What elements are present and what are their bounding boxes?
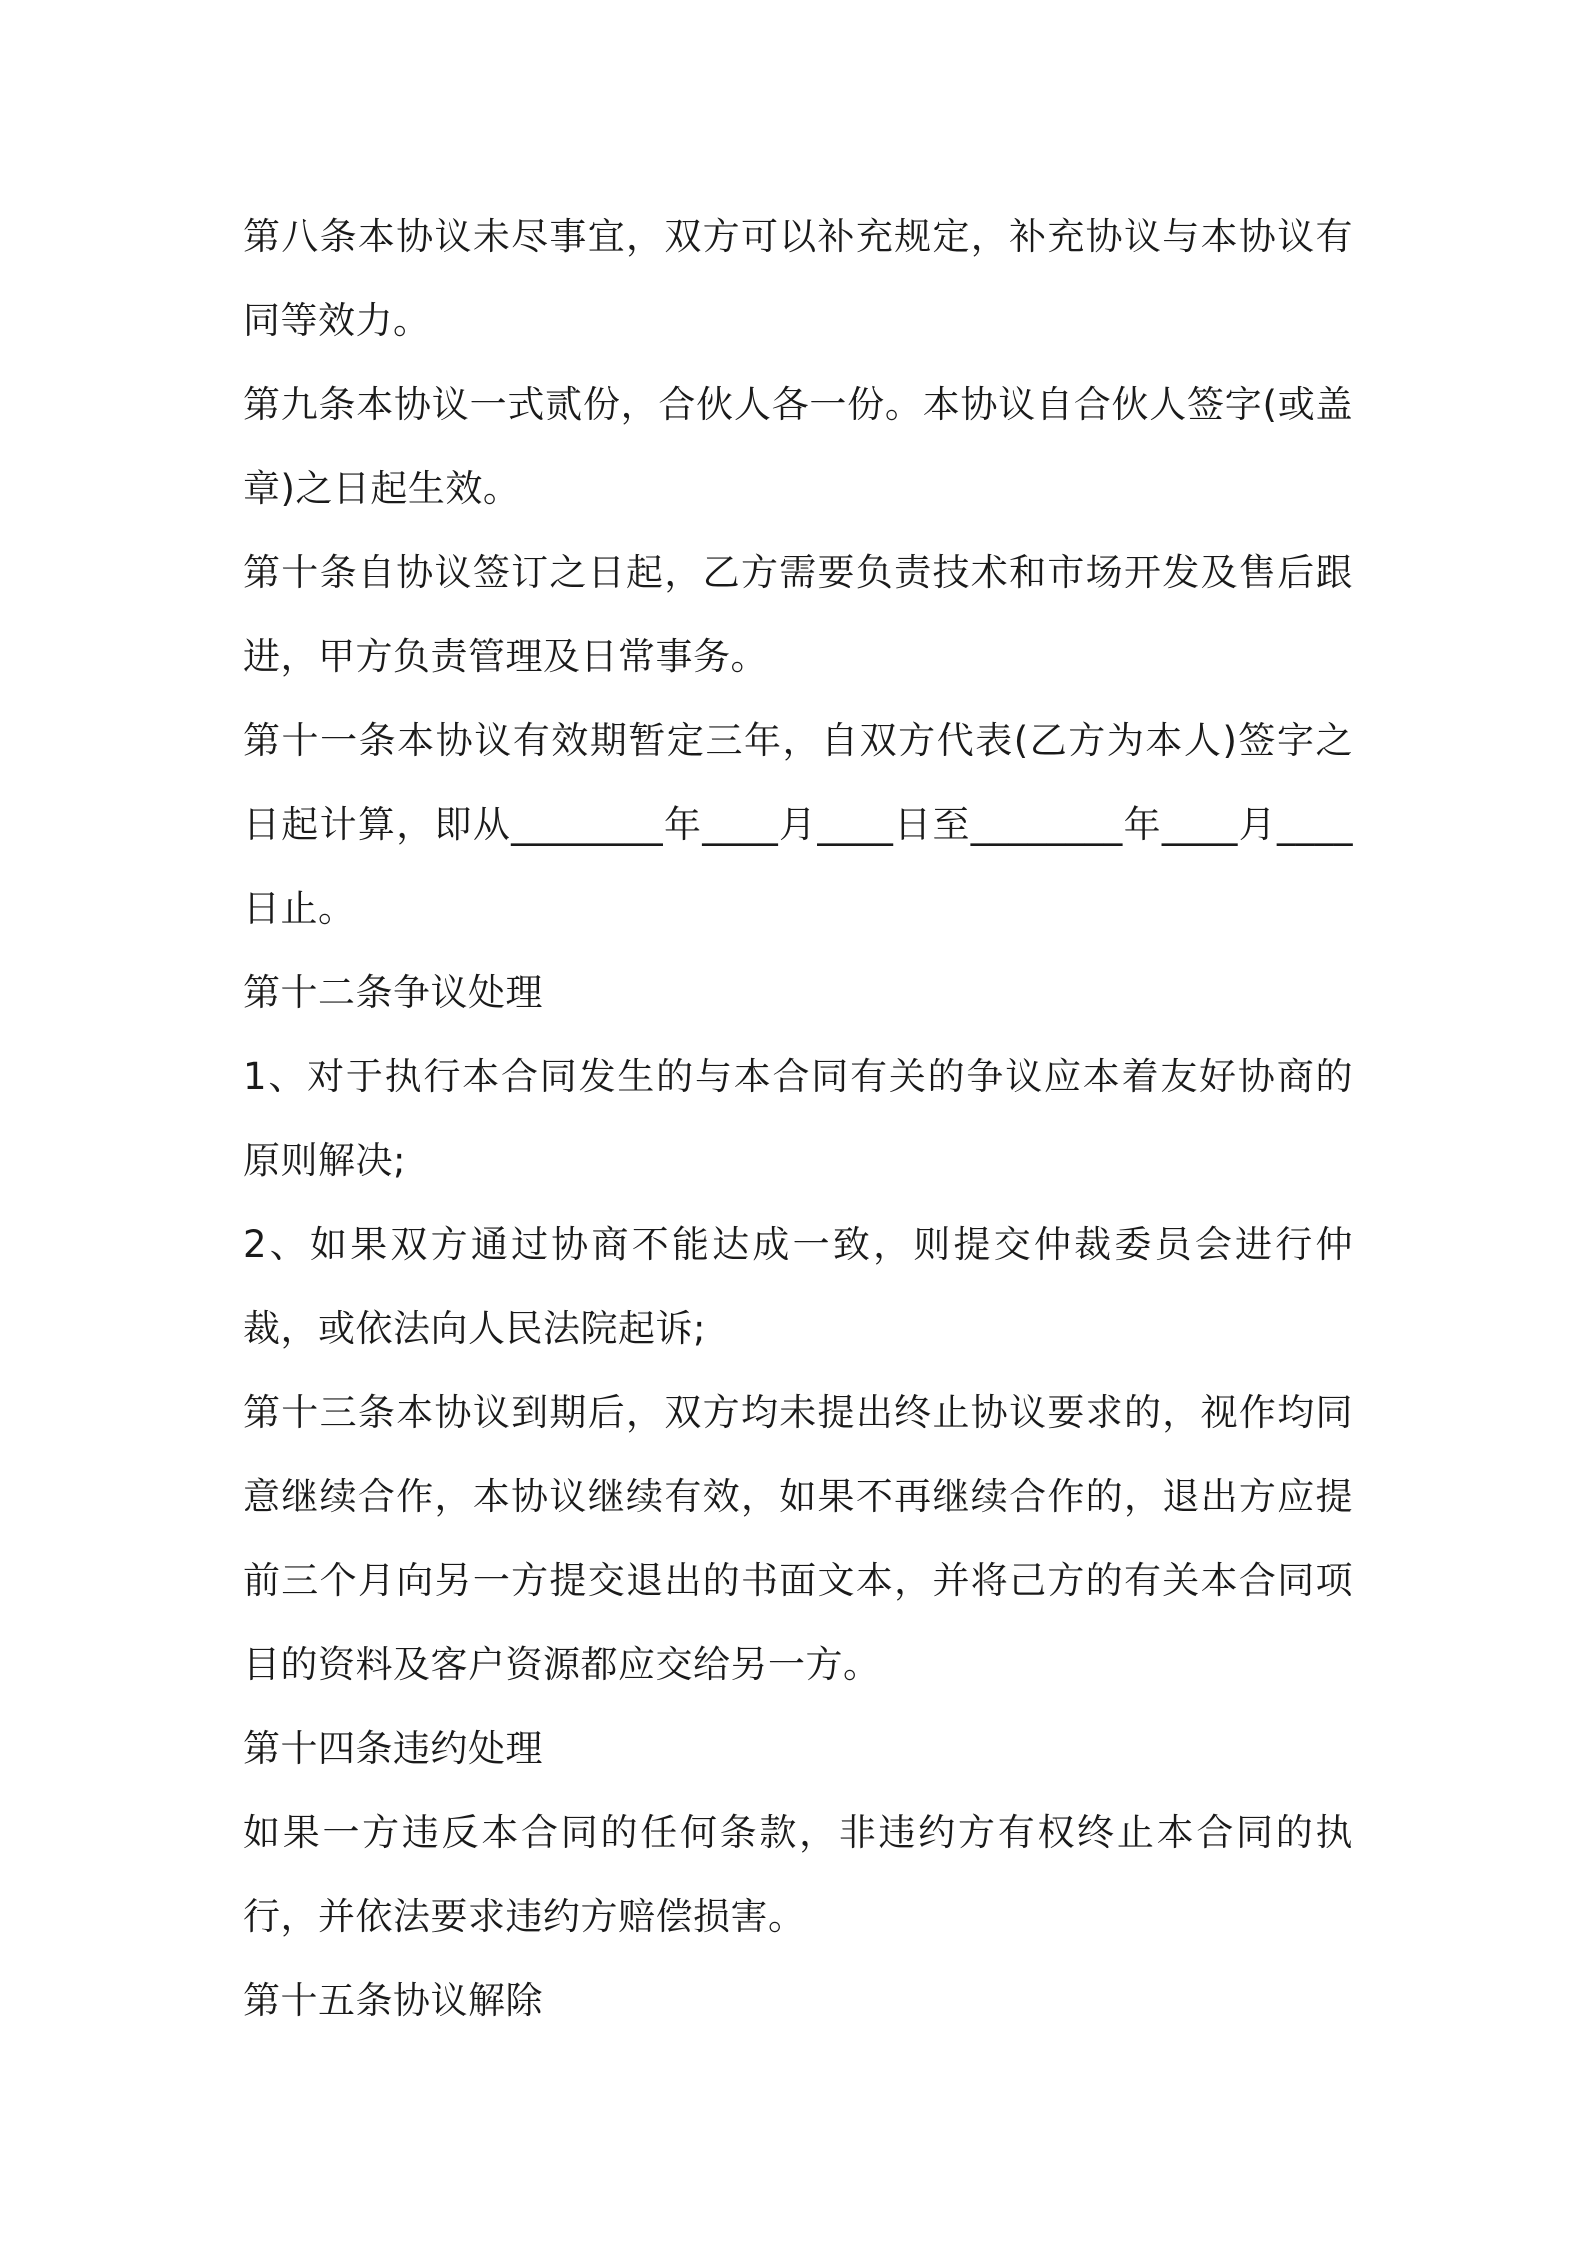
- article-9: 第九条本协议一式贰份，合伙人各一份。本协议自合伙人签字(或盖章)之日起生效。: [243, 383, 1353, 510]
- article-11: 第十一条本协议有效期暂定三年，自双方代表(乙方为本人)签字之日起计算，即从________年____月____日至________年____月____日止。: [243, 719, 1353, 930]
- document-body: [243, 195, 1353, 2043]
- article-15-heading: 第十五条协议解除: [243, 1979, 543, 2022]
- article-13: 第十三条本协议到期后，双方均未提出终止协议要求的，视作均同意继续合作，本协议继续有效，如果不再继续合作的，退出方应提前三个月向另一方提交退出的书面文本，并将己方的有关本合同项目的资料及客户资源都应交给另一方。: [243, 1391, 1353, 1686]
- article-12-item-2: 2、如果双方通过协商不能达成一致，则提交仲裁委员会进行仲裁，或依法向人民法院起诉;: [243, 1223, 1353, 1350]
- article-14-heading: 第十四条违约处理: [243, 1727, 543, 1770]
- article-12-heading: 第十二条争议处理: [243, 971, 543, 1014]
- article-10: 第十条自协议签订之日起，乙方需要负责技术和市场开发及售后跟进，甲方负责管理及日常事务。: [243, 551, 1353, 678]
- article-8: 第八条本协议未尽事宜，双方可以补充规定，补充协议与本协议有同等效力。: [243, 215, 1353, 342]
- article-14-body: 如果一方违反本合同的任何条款，非违约方有权终止本合同的执行，并依法要求违约方赔偿损害。: [243, 1811, 1353, 1938]
- article-12-item-1: 1、对于执行本合同发生的与本合同有关的争议应本着友好协商的原则解决;: [243, 1055, 1353, 1182]
